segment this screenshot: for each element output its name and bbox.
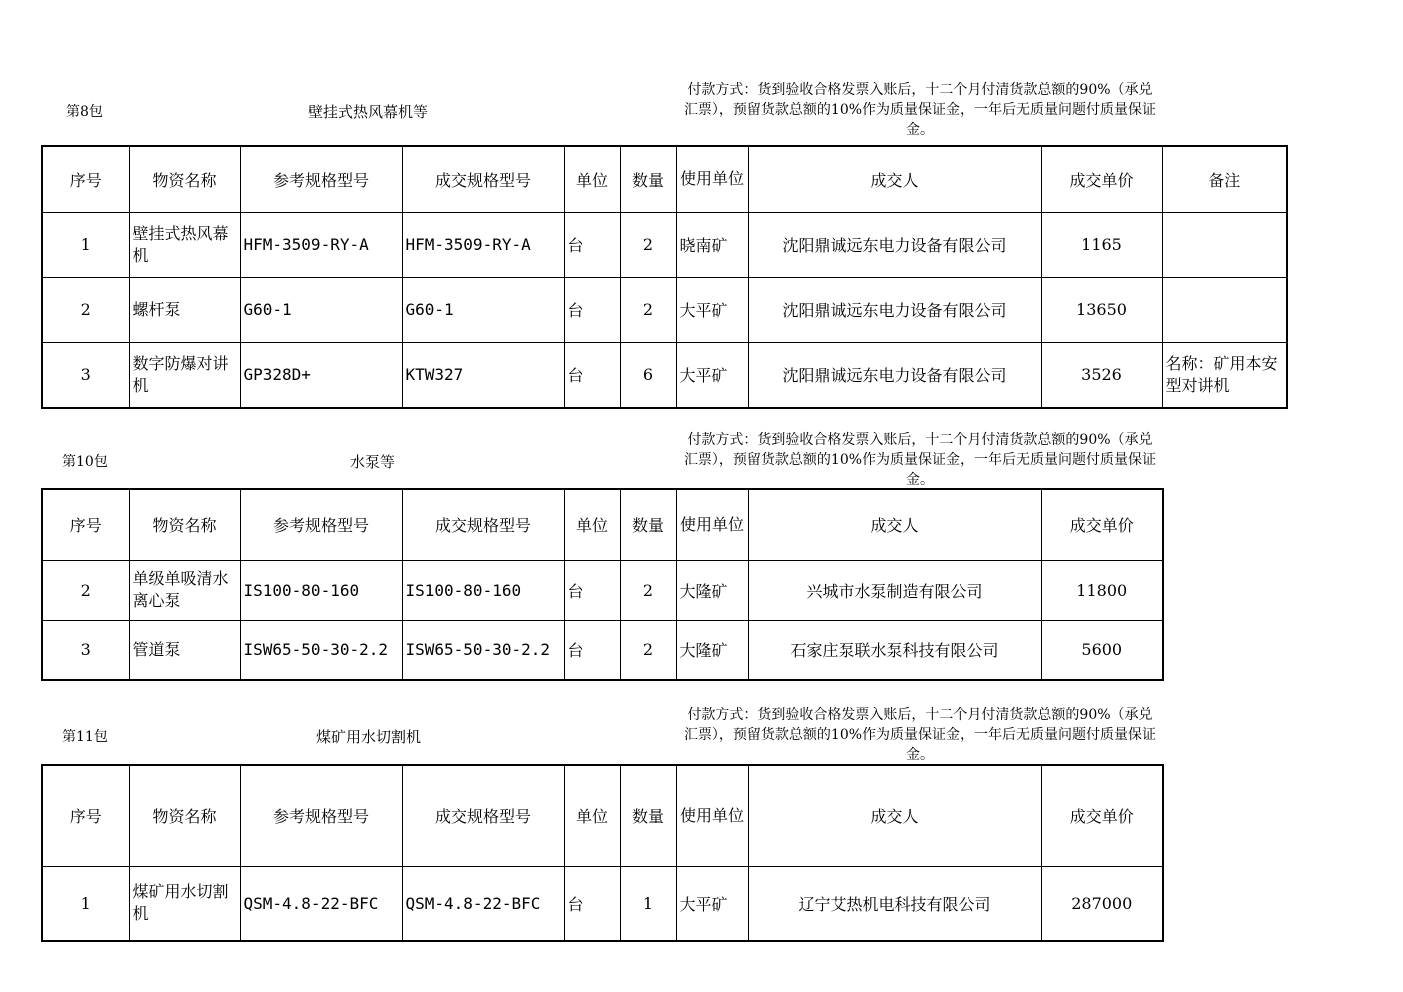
table-row: [42, 866, 1163, 941]
cell-material-name: 数字防爆对讲机: [129, 342, 240, 408]
payment-terms: 付款方式：货到验收合格发票入账后，十二个月付清货款总额的90%（承兑汇票），预留货款总额的10%作为质量保证金，一年后无质量问题付质量保证金。: [683, 432, 1157, 488]
header-quantity: 数量: [620, 146, 676, 212]
package-number: 第10包: [62, 454, 108, 470]
cell-unit: 台: [564, 866, 620, 941]
header-unit: 单位: [564, 146, 620, 212]
cell-quantity: 2: [620, 560, 676, 620]
header-unit: 单位: [564, 489, 620, 560]
header-material-name: 物资名称: [129, 489, 240, 560]
table-row: [42, 620, 1163, 680]
cell-user-unit: 大平矿: [676, 277, 748, 342]
header-deal-spec: 成交规格型号: [402, 489, 564, 560]
table-row: [42, 277, 1287, 342]
cell-unit: 台: [564, 560, 620, 620]
cell-material-name: 单级单吸清水离心泵: [129, 560, 240, 620]
package-name: 煤矿用水切割机: [316, 728, 422, 746]
table-header-row: [42, 765, 1163, 866]
cell-material-name: 壁挂式热风幕机: [129, 212, 240, 277]
header-winner: 成交人: [748, 765, 1041, 866]
table-row: [42, 342, 1287, 408]
cell-quantity: 2: [620, 277, 676, 342]
cell-winner: 石家庄泵联水泵科技有限公司: [748, 620, 1041, 680]
table-header-row: [42, 146, 1287, 212]
cell-ref-spec: ISW65-50-30-2.2: [240, 620, 402, 680]
header-quantity: 数量: [620, 765, 676, 866]
header-price: 成交单价: [1041, 489, 1163, 560]
cell-note: 名称：矿用本安型对讲机: [1162, 342, 1287, 408]
cell-price: 1165: [1041, 212, 1162, 277]
header-unit: 单位: [564, 765, 620, 866]
cell-ref-spec: GP328D+: [240, 342, 402, 408]
header-deal-spec: 成交规格型号: [402, 765, 564, 866]
cell-user-unit: 大隆矿: [676, 560, 748, 620]
cell-price: 11800: [1041, 560, 1163, 620]
cell-material-name: 管道泵: [129, 620, 240, 680]
package-number: 第8包: [66, 104, 103, 120]
header-ref-spec: 参考规格型号: [240, 146, 402, 212]
cell-ref-spec: IS100-80-160: [240, 560, 402, 620]
cell-winner: 沈阳鼎诚远东电力设备有限公司: [748, 212, 1041, 277]
header-quantity: 数量: [620, 489, 676, 560]
cell-deal-spec: ISW65-50-30-2.2: [402, 620, 564, 680]
cell-price: 5600: [1041, 620, 1163, 680]
cell-price: 13650: [1041, 277, 1162, 342]
cell-ref-spec: QSM-4.8-22-BFC: [240, 866, 402, 941]
cell-winner: 沈阳鼎诚远东电力设备有限公司: [748, 342, 1041, 408]
cell-ref-spec: HFM-3509-RY-A: [240, 212, 402, 277]
package-number: 第11包: [62, 729, 108, 745]
package-name: 壁挂式热风幕机等: [308, 103, 429, 121]
cell-serial: 3: [42, 620, 129, 680]
header-price: 成交单价: [1041, 146, 1162, 212]
cell-winner: 兴城市水泵制造有限公司: [748, 560, 1041, 620]
cell-price: 3526: [1041, 342, 1162, 408]
cell-quantity: 1: [620, 866, 676, 941]
cell-winner: 辽宁艾热机电科技有限公司: [748, 866, 1041, 941]
cell-serial: 2: [42, 277, 129, 342]
cell-user-unit: 大平矿: [676, 342, 748, 408]
header-deal-spec: 成交规格型号: [402, 146, 564, 212]
cell-note: [1162, 277, 1287, 342]
header-serial: 序号: [42, 489, 129, 560]
cell-note: [1162, 212, 1287, 277]
header-serial: 序号: [42, 146, 129, 212]
cell-deal-spec: HFM-3509-RY-A: [402, 212, 564, 277]
payment-terms: 付款方式：货到验收合格发票入账后，十二个月付清货款总额的90%（承兑汇票），预留货款总额的10%作为质量保证金，一年后无质量问题付质量保证金。: [683, 707, 1157, 763]
package-8-table: [41, 145, 1288, 409]
cell-deal-spec: QSM-4.8-22-BFC: [402, 866, 564, 941]
cell-material-name: 煤矿用水切割机: [129, 866, 240, 941]
cell-serial: 3: [42, 342, 129, 408]
cell-quantity: 6: [620, 342, 676, 408]
cell-serial: 1: [42, 212, 129, 277]
header-material-name: 物资名称: [129, 765, 240, 866]
cell-deal-spec: G60-1: [402, 277, 564, 342]
header-price: 成交单价: [1041, 765, 1163, 866]
package-11-table: [41, 764, 1164, 942]
cell-deal-spec: IS100-80-160: [402, 560, 564, 620]
cell-winner: 沈阳鼎诚远东电力设备有限公司: [748, 277, 1041, 342]
cell-quantity: 2: [620, 620, 676, 680]
cell-deal-spec: KTW327: [402, 342, 564, 408]
cell-quantity: 2: [620, 212, 676, 277]
table-row: [42, 212, 1287, 277]
header-winner: 成交人: [748, 146, 1041, 212]
cell-serial: 1: [42, 866, 129, 941]
cell-unit: 台: [564, 620, 620, 680]
cell-unit: 台: [564, 212, 620, 277]
header-user-unit: 使用单位: [676, 489, 748, 560]
cell-user-unit: 大隆矿: [676, 620, 748, 680]
table-row: [42, 560, 1163, 620]
header-ref-spec: 参考规格型号: [240, 765, 402, 866]
header-serial: 序号: [42, 765, 129, 866]
header-user-unit: 使用单位: [676, 146, 748, 212]
cell-ref-spec: G60-1: [240, 277, 402, 342]
cell-user-unit: 晓南矿: [676, 212, 748, 277]
cell-unit: 台: [564, 277, 620, 342]
cell-user-unit: 大平矿: [676, 866, 748, 941]
payment-terms: 付款方式：货到验收合格发票入账后，十二个月付清货款总额的90%（承兑汇票），预留货款总额的10%作为质量保证金，一年后无质量问题付质量保证金。: [683, 82, 1157, 138]
cell-price: 287000: [1041, 866, 1163, 941]
cell-material-name: 螺杆泵: [129, 277, 240, 342]
header-user-unit: 使用单位: [676, 765, 748, 866]
package-10-table: [41, 488, 1164, 681]
table-header-row: [42, 489, 1163, 560]
cell-unit: 台: [564, 342, 620, 408]
package-name: 水泵等: [350, 453, 396, 471]
cell-serial: 2: [42, 560, 129, 620]
header-note: 备注: [1162, 146, 1287, 212]
header-material-name: 物资名称: [129, 146, 240, 212]
header-winner: 成交人: [748, 489, 1041, 560]
header-ref-spec: 参考规格型号: [240, 489, 402, 560]
